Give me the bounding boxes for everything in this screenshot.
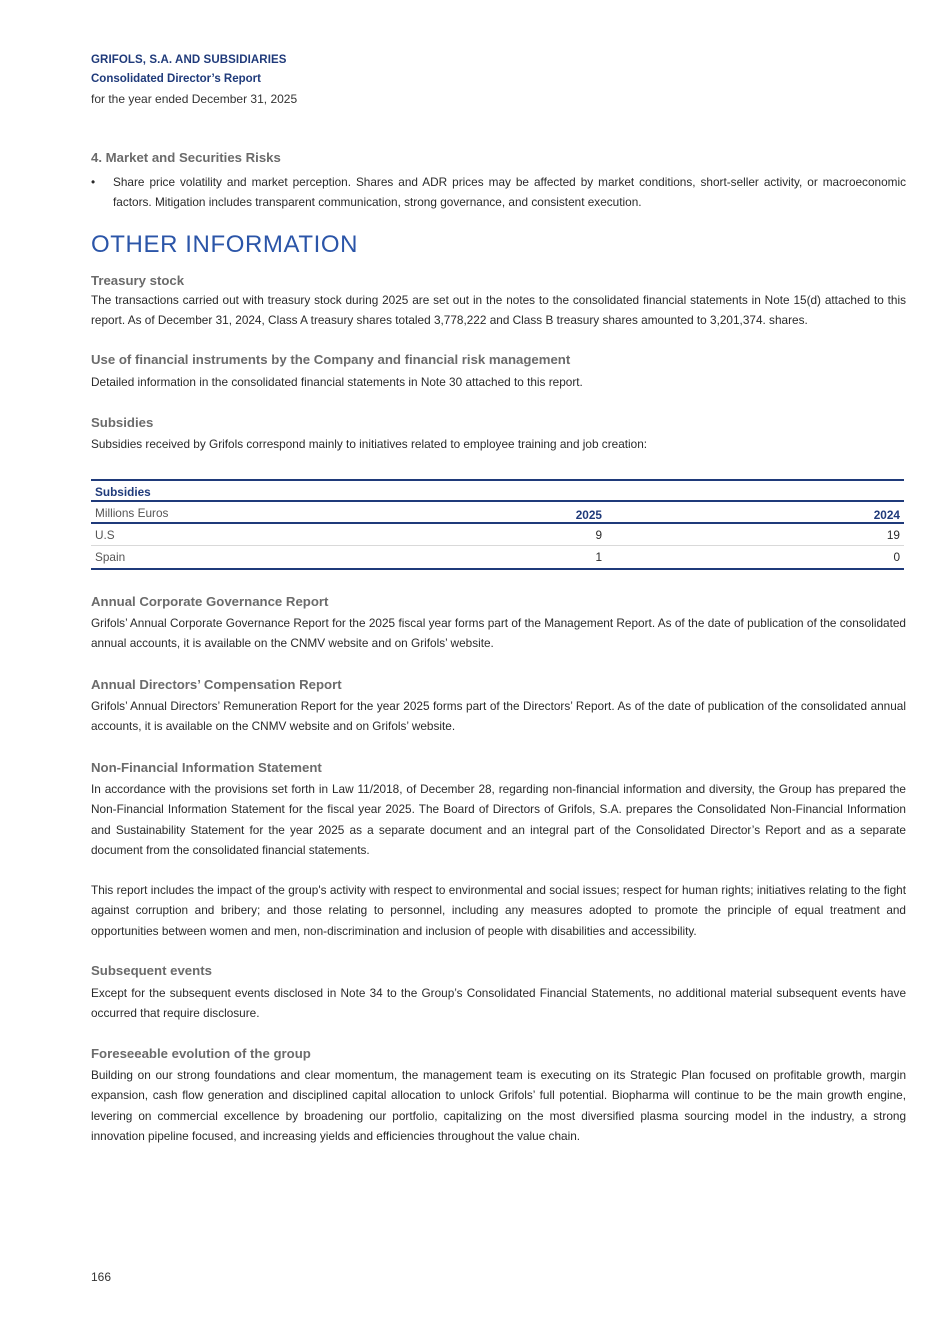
financial-instruments-heading: Use of financial instruments by the Company and financial risk management: [91, 352, 571, 367]
bullet-icon: •: [91, 175, 96, 189]
table-col-2024: 2024: [873, 508, 900, 522]
row-value-2024: 19: [886, 528, 900, 542]
governance-heading: Annual Corporate Governance Report: [91, 594, 329, 609]
row-value-2024: 0: [893, 550, 900, 564]
subsidies-heading: Subsidies: [91, 415, 154, 430]
compensation-heading: Annual Directors’ Compensation Report: [91, 677, 342, 692]
row-label: U.S: [95, 528, 115, 542]
nonfinancial-heading: Non-Financial Information Statement: [91, 760, 322, 775]
table-header-row: [91, 502, 904, 524]
treasury-heading: Treasury stock: [91, 273, 185, 288]
market-risks-text: Share price volatility and market perception. Shares and ADR prices may be affected by market conditions, short-seller activity, or macroeconomic factors. Mitigation includes transparent communication, strong governance, and consistent execution.: [113, 175, 906, 210]
nonfinancial-text-2: This report includes the impact of the group's activity with respect to environmental and social issues; respect for human rights; initiatives relating to the fight against corruption and bribery; and those relating to personnel, including any measures adopted to promote the principle of equal treatment and opportunities between women and men, non-discrimination and inclusion of people with disabilities and accessibility.: [91, 883, 906, 938]
foreseeable-heading: Foreseeable evolution of the group: [91, 1046, 311, 1061]
row-label: Spain: [95, 550, 126, 564]
row-value-2025: 9: [595, 528, 602, 542]
treasury-text: The transactions carried out with treasury stock during 2025 are set out in the notes to the consolidated financial statements in Note 15(d) attached to this report. As of December 31, 2024, Class A treasury shares totaled 3,778,222 and Class B treasury shares amounted to 3,201,374. shares.: [91, 293, 906, 328]
foreseeable-text: Building on our strong foundations and clear momentum, the management team is executing on its Strategic Plan focused on profitable growth, margin expansion, cash flow generation and disciplined capital allocation to unlock Grifols’ full potential. Biopharma will continue to be the main growth engine, levering on commercial excellence by broadening our portfolio, capitalizing on the most diversified plasma sourcing model in the industry, a strong innovation pipeline focused, and increasing yields and efficiencies throughout the value chain.: [91, 1068, 906, 1144]
financial-instruments-text: Detailed information in the consolidated financial statements in Note 30 attached to this report.: [91, 375, 583, 389]
table-unit-label: Millions Euros: [95, 506, 169, 520]
subsequent-heading: Subsequent events: [91, 963, 212, 978]
table-col-2025: 2025: [575, 508, 602, 522]
table-bottom-rule: [91, 568, 904, 570]
subsequent-text: Except for the subsequent events disclosed in Note 34 to the Group’s Consolidated Financial Statements, no additional material subsequent events have occurred that require disclosure.: [91, 986, 906, 1021]
other-information-title: OTHER INFORMATION: [91, 231, 359, 258]
market-risks-heading: 4. Market and Securities Risks: [91, 150, 281, 165]
subsidies-text: Subsidies received by Grifols correspond mainly to initiatives related to employee training and job creation:: [91, 437, 648, 451]
table-title-row: [91, 481, 904, 500]
governance-text: Grifols’ Annual Corporate Governance Report for the 2025 fiscal year forms part of the Management Report. As of the date of publication of the consolidated annual accounts, it is available on the CNMV website and on Grifols’ website.: [91, 616, 906, 651]
company-name: GRIFOLS, S.A. AND SUBSIDIARIES: [91, 54, 287, 66]
table-row: [91, 524, 904, 546]
market-risks-bullet: [91, 172, 906, 213]
subsidies-table: [91, 479, 904, 570]
page-number: 166: [91, 1270, 112, 1284]
table-title: Subsidies: [95, 485, 151, 499]
report-period: for the year ended December 31, 2025: [91, 92, 298, 106]
compensation-text: Grifols’ Annual Directors’ Remuneration Report for the year 2025 forms part of the Directors’ Report. As of the date of publication of the consolidated annual accounts, it is available on the CNMV website and on Grifols’ website.: [91, 699, 906, 734]
table-row: [91, 546, 904, 568]
row-value-2025: 1: [595, 550, 602, 564]
nonfinancial-text-1: In accordance with the provisions set forth in Law 11/2018, of December 28, regarding non-financial information and diversity, the Group has prepared the Non-Financial Information Statement for the fiscal year 2025. The Board of Directors of Grifols, S.A. prepares the Consolidated Non-Financial Information and Sustainability Statement for the year 2025 as a separate document and an integral part of the Consolidated Director’s Report and as a separate document from the consolidated financial statements.: [91, 782, 906, 858]
report-title: Consolidated Director’s Report: [91, 73, 261, 85]
